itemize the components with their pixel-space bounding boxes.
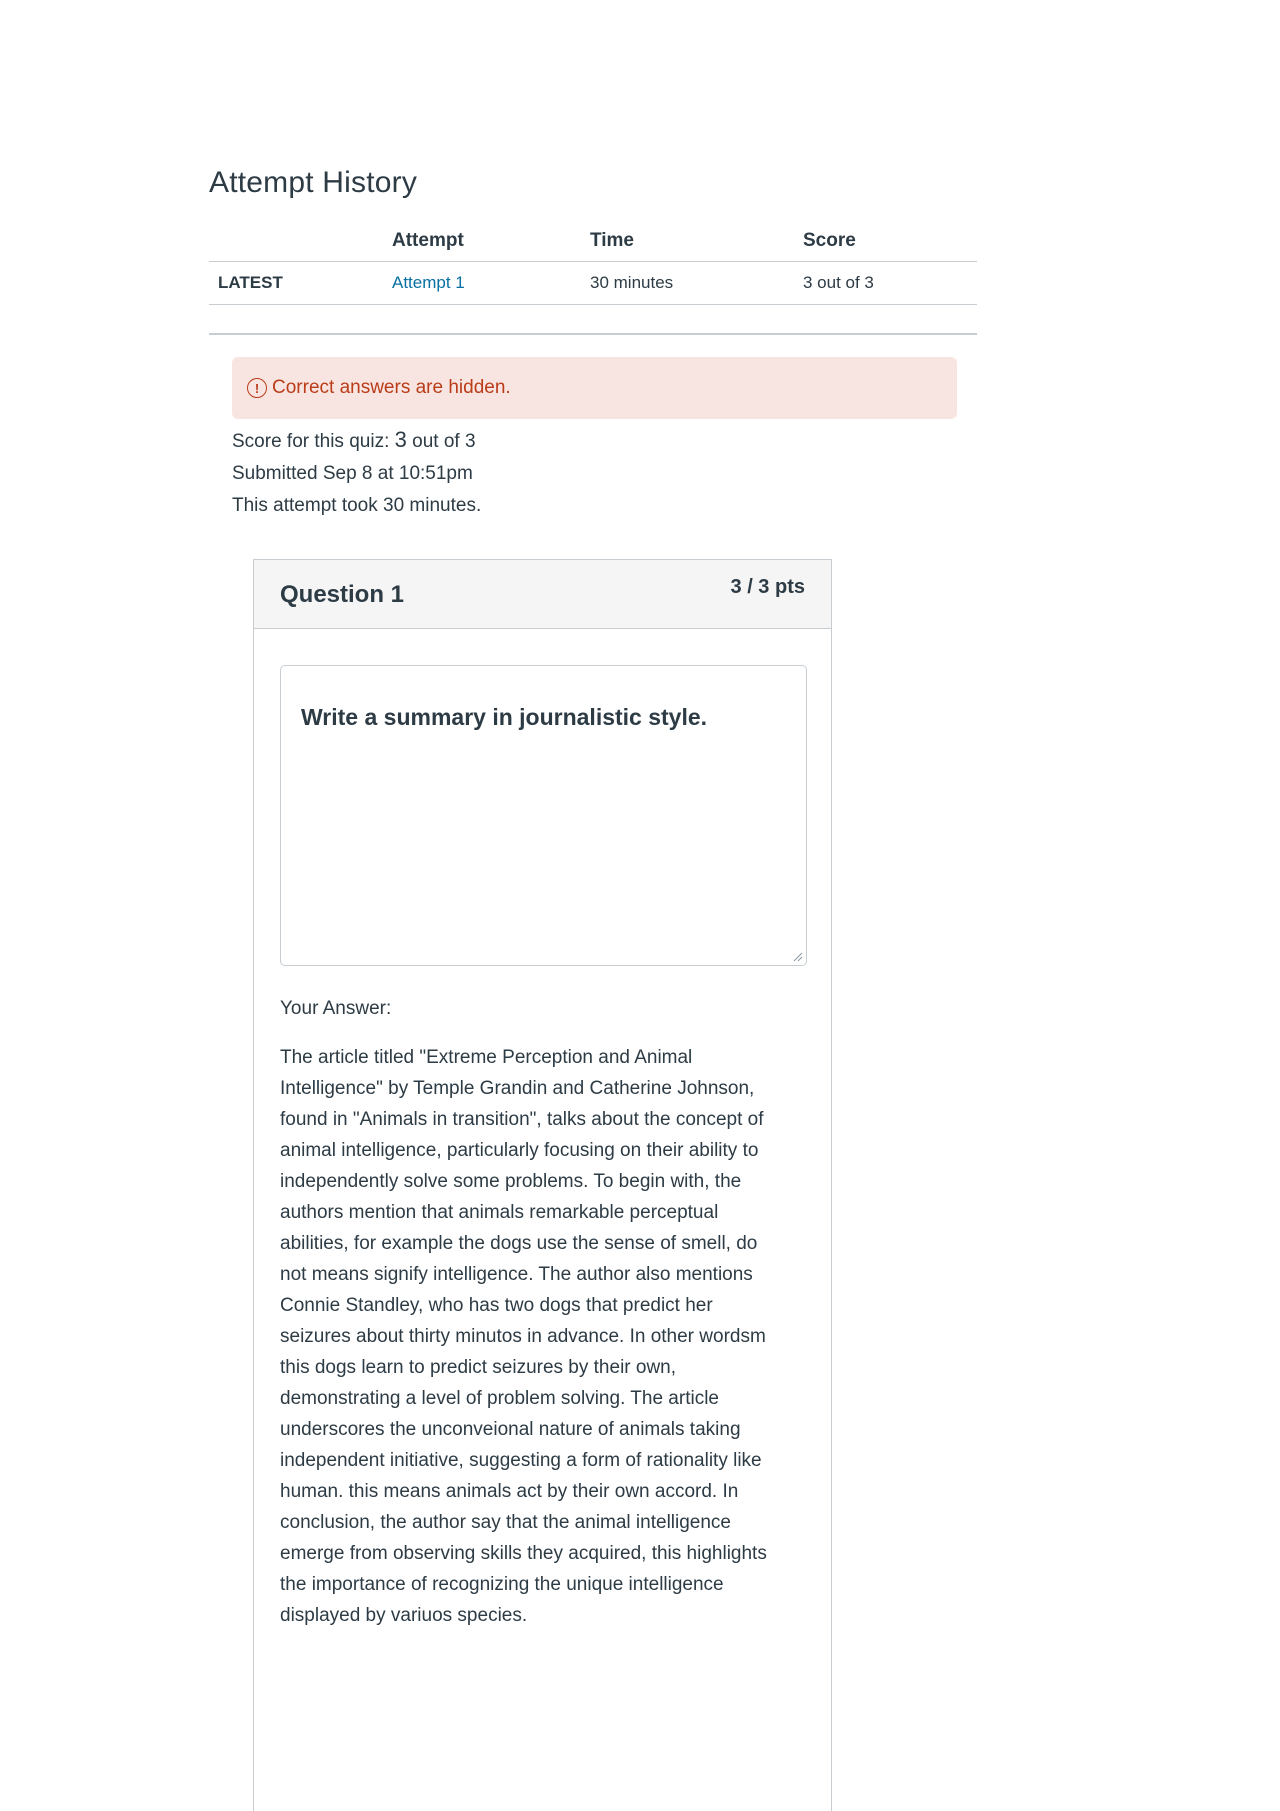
question-prompt-box <box>280 665 807 966</box>
answer-line: independently solve some problems. To begin with, the <box>280 1171 742 1192</box>
answer-line: authors mention that animals remarkable perceptual <box>280 1202 719 1223</box>
column-header-time: Time <box>590 221 803 262</box>
answer-line: independent initiative, suggesting a form of rationality like <box>280 1450 762 1471</box>
answer-line: animal intelligence, particularly focusing on their ability to <box>280 1140 759 1161</box>
answer-line: seizures about thirty minutos in advance. In other wordsm <box>280 1326 766 1347</box>
attempt-history-table <box>209 221 977 305</box>
question-title: Question 1 <box>280 581 405 608</box>
student-answer-text <box>280 1042 814 1631</box>
answer-line: the importance of recognizing the unique intelligence <box>280 1574 724 1595</box>
notice-text: Correct answers are hidden. <box>272 377 511 398</box>
answer-line: emerge from observing skills they acquired, this highlights <box>280 1543 767 1564</box>
your-answer-label: Your Answer: <box>280 998 392 1019</box>
warning-circle-icon: ! <box>247 378 267 398</box>
answer-line: conclusion, the author say that the animal intelligence <box>280 1512 731 1533</box>
duration-line: This attempt took 30 minutes. <box>232 495 482 516</box>
attempt-history-header-row <box>209 221 977 262</box>
score-cell: 3 out of 3 <box>803 262 977 305</box>
table-row <box>209 262 977 305</box>
answer-line: underscores the unconveional nature of animals taking <box>280 1419 741 1440</box>
latest-label: LATEST <box>209 262 392 305</box>
answer-line: human. this means animals act by their own accord. In <box>280 1481 739 1502</box>
column-header-blank <box>209 221 392 262</box>
attempt-history-title: Attempt History <box>209 166 418 199</box>
question-header <box>254 560 831 629</box>
answer-line: Connie Standley, who has two dogs that predict her <box>280 1295 713 1316</box>
answer-line: Intelligence" by Temple Grandin and Catherine Johnson, <box>280 1078 755 1099</box>
column-header-attempt: Attempt <box>392 221 590 262</box>
submitted-line: Submitted Sep 8 at 10:51pm <box>232 463 473 484</box>
question-card <box>253 559 832 1811</box>
time-cell: 30 minutes <box>590 262 803 305</box>
answer-line: this dogs learn to predict seizures by their own, <box>280 1357 677 1378</box>
answer-line: displayed by variuos species. <box>280 1605 528 1626</box>
attempt-cell <box>392 262 590 305</box>
answer-line: abilities, for example the dogs use the sense of smell, do <box>280 1233 758 1254</box>
section-divider <box>209 333 977 335</box>
question-points: 3 / 3 pts <box>730 576 805 598</box>
answer-line: not means signify intelligence. The author also mentions <box>280 1264 753 1285</box>
quiz-summary <box>232 424 481 522</box>
answer-line: demonstrating a level of problem solving. The article <box>280 1388 719 1409</box>
attempt-1-link[interactable]: Attempt 1 <box>392 273 465 292</box>
column-header-score: Score <box>803 221 977 262</box>
resize-handle-icon[interactable] <box>791 950 803 962</box>
correct-answers-hidden-notice <box>232 357 957 419</box>
answer-line: found in "Animals in transition", talks about the concept of <box>280 1109 764 1130</box>
score-prefix: Score for this quiz: <box>232 431 395 452</box>
answer-line: The article titled "Extreme Perception and Animal <box>280 1047 693 1068</box>
quiz-score-line <box>232 424 481 458</box>
question-prompt: Write a summary in journalistic style. <box>301 704 708 730</box>
score-value: 3 <box>394 427 407 452</box>
score-suffix: out of 3 <box>406 431 476 452</box>
